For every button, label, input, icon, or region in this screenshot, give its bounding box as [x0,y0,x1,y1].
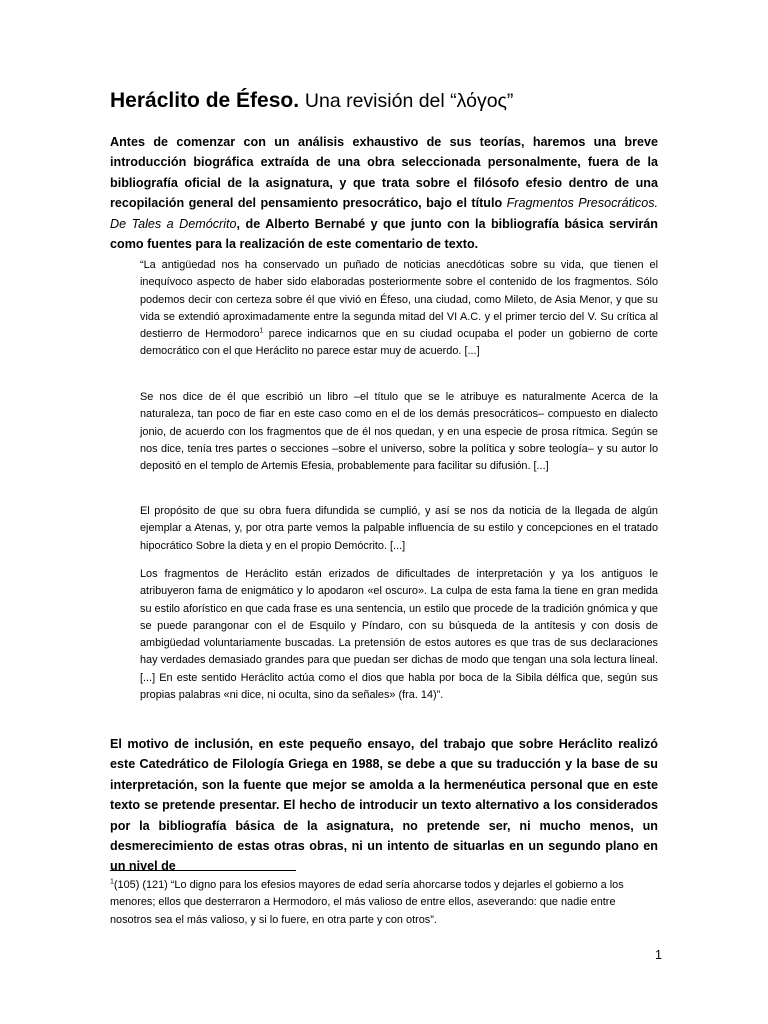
quote-1-part2: parece indicarnos que en su ciudad ocupaba el poder un gobierno de corte democrático con el que Heráclito no parece estar muy de acuerdo. [...] [140,328,658,358]
body-paragraph-2: El motivo de inclusión, en este pequeño ensayo, del trabajo que sobre Heráclito realizó este Catedrático de Filología Griega en 1988, se debe a que su traducción y la base de su interpretación, son la fuente que mejor se amolda a la hermenéutica personal que en este texto se pretende presentar. El hecho de introducir un texto alternativo a los considerados por la bibliografía básica de la asignatura, no pretende ser, ni mucho menos, un desmerecimiento de estas otras obras, ni un intento de situarlas en un segundo plano en un nivel de [110,737,658,874]
intro-text-part2: , de Alberto Bernabé y que junto con la bibliografía básica servirán como fuentes para la realización de este comentario de texto. [110,216,658,252]
intro-paragraph [110,132,658,254]
footnote-marker: 1 [110,878,114,886]
footnote-separator [110,870,296,871]
footnote-reference: 1 [259,327,264,335]
quote-paragraph-3: El propósito de que su obra fuera difundida se cumplió, y así se nos da noticia de la llegada de algún ejemplar a Atenas, y, por otra parte vemos la palpable influencia de su estilo y concepciones en el tratado hipocrático Sobre la dieta y en el propio Demócrito. [...] [140,505,658,552]
title-subtitle: Una revisión del “λόγος” [304,90,514,112]
title-main: Heráclito de Éfeso. [110,89,300,112]
intro-text-part1: Antes de comenzar con un análisis exhaustivo de sus teorías, haremos una breve introducción biográfica extraída de una obra seleccionada personalmente, fuera de la bibliografía oficial de la asignatura, y que trata sobre el filósofo efesio dentro de una recopilación general del pensamiento presocrático, bajo el título [110,135,658,211]
quote-paragraph-1 [140,257,658,361]
quote-1-part1: “La antigüedad nos ha conservado un puñado de noticias anecdóticas sobre su vida, que tienen el inequívoco aspecto de haber sido elaboradas posteriormente sobre el contenido de los fragmentos. Sólo podemos decir con certeza sobre él que vivió en Éfeso, una ciudad, como Mileto, de Asia Menor, y que su vida se extendió aproximadamente entre la segunda mitad del VI A.C. y el primer tercio del V. Su crítica al destierro de Hermodoro [140,259,658,341]
document-title [110,86,670,116]
footnote-text: (105) (121) “Lo digno para los efesios mayores de edad sería ahorcarse todos y dejarles el gobierno a los menores; ellos que desterraron a Hermodoro, el más valioso de entre ellos, aseverando: que nadie entre nosotros sea el más valioso, y si lo fuere, en otra parte y con otros”. [110,879,624,926]
intro-book-title: Fragmentos Presocráticos. De Tales a Demócrito [110,196,658,231]
footnote [110,877,658,929]
quote-paragraph-4: Los fragmentos de Heráclito están erizados de dificultades de interpretación y ya los antiguos le atribuyeron fama de enigmático y lo apodaron «el oscuro». La culpa de esta fama la tiene en gran medida su estilo aforístico en que cada frase es una sentencia, un estilo que procede de la tradición gnómica y que se puede parangonar con el de Esquilo y Píndaro, con su búsqueda de la antítesis y con dosis de ambigüedad voluntariamente buscadas. La pretensión de estos autores es que tras de sus declaraciones hay verdades demasiado grandes para que puedan ser dichas de modo que tengan una sola lectura lineal. [...] En este sentido Heráclito actúa como el dios que habla por boca de la Sibila délfica que, según sus propias palabras «ni dice, ni oculta, sino da señales» (fra. 14)”. [140,568,658,702]
quote-paragraph-2: Se nos dice de él que escribió un libro –el título que se le atribuye es naturalmente Acerca de la naturaleza, tan poco de fiar en este caso como en el de los demás presocráticos– compuesto en dialecto jonio, de acuerdo con los fragmentos que de él nos quedan, y en una especie de prosa rítmica. Según se nos dice, tenía tres partes o secciones –sobre el universo, sobre la política y sobre teología– y su autor lo depositó en el templo de Artemis Efesia, probablemente para facilitar su difusión. [...] [140,391,658,473]
page-number: 1 [655,948,662,962]
